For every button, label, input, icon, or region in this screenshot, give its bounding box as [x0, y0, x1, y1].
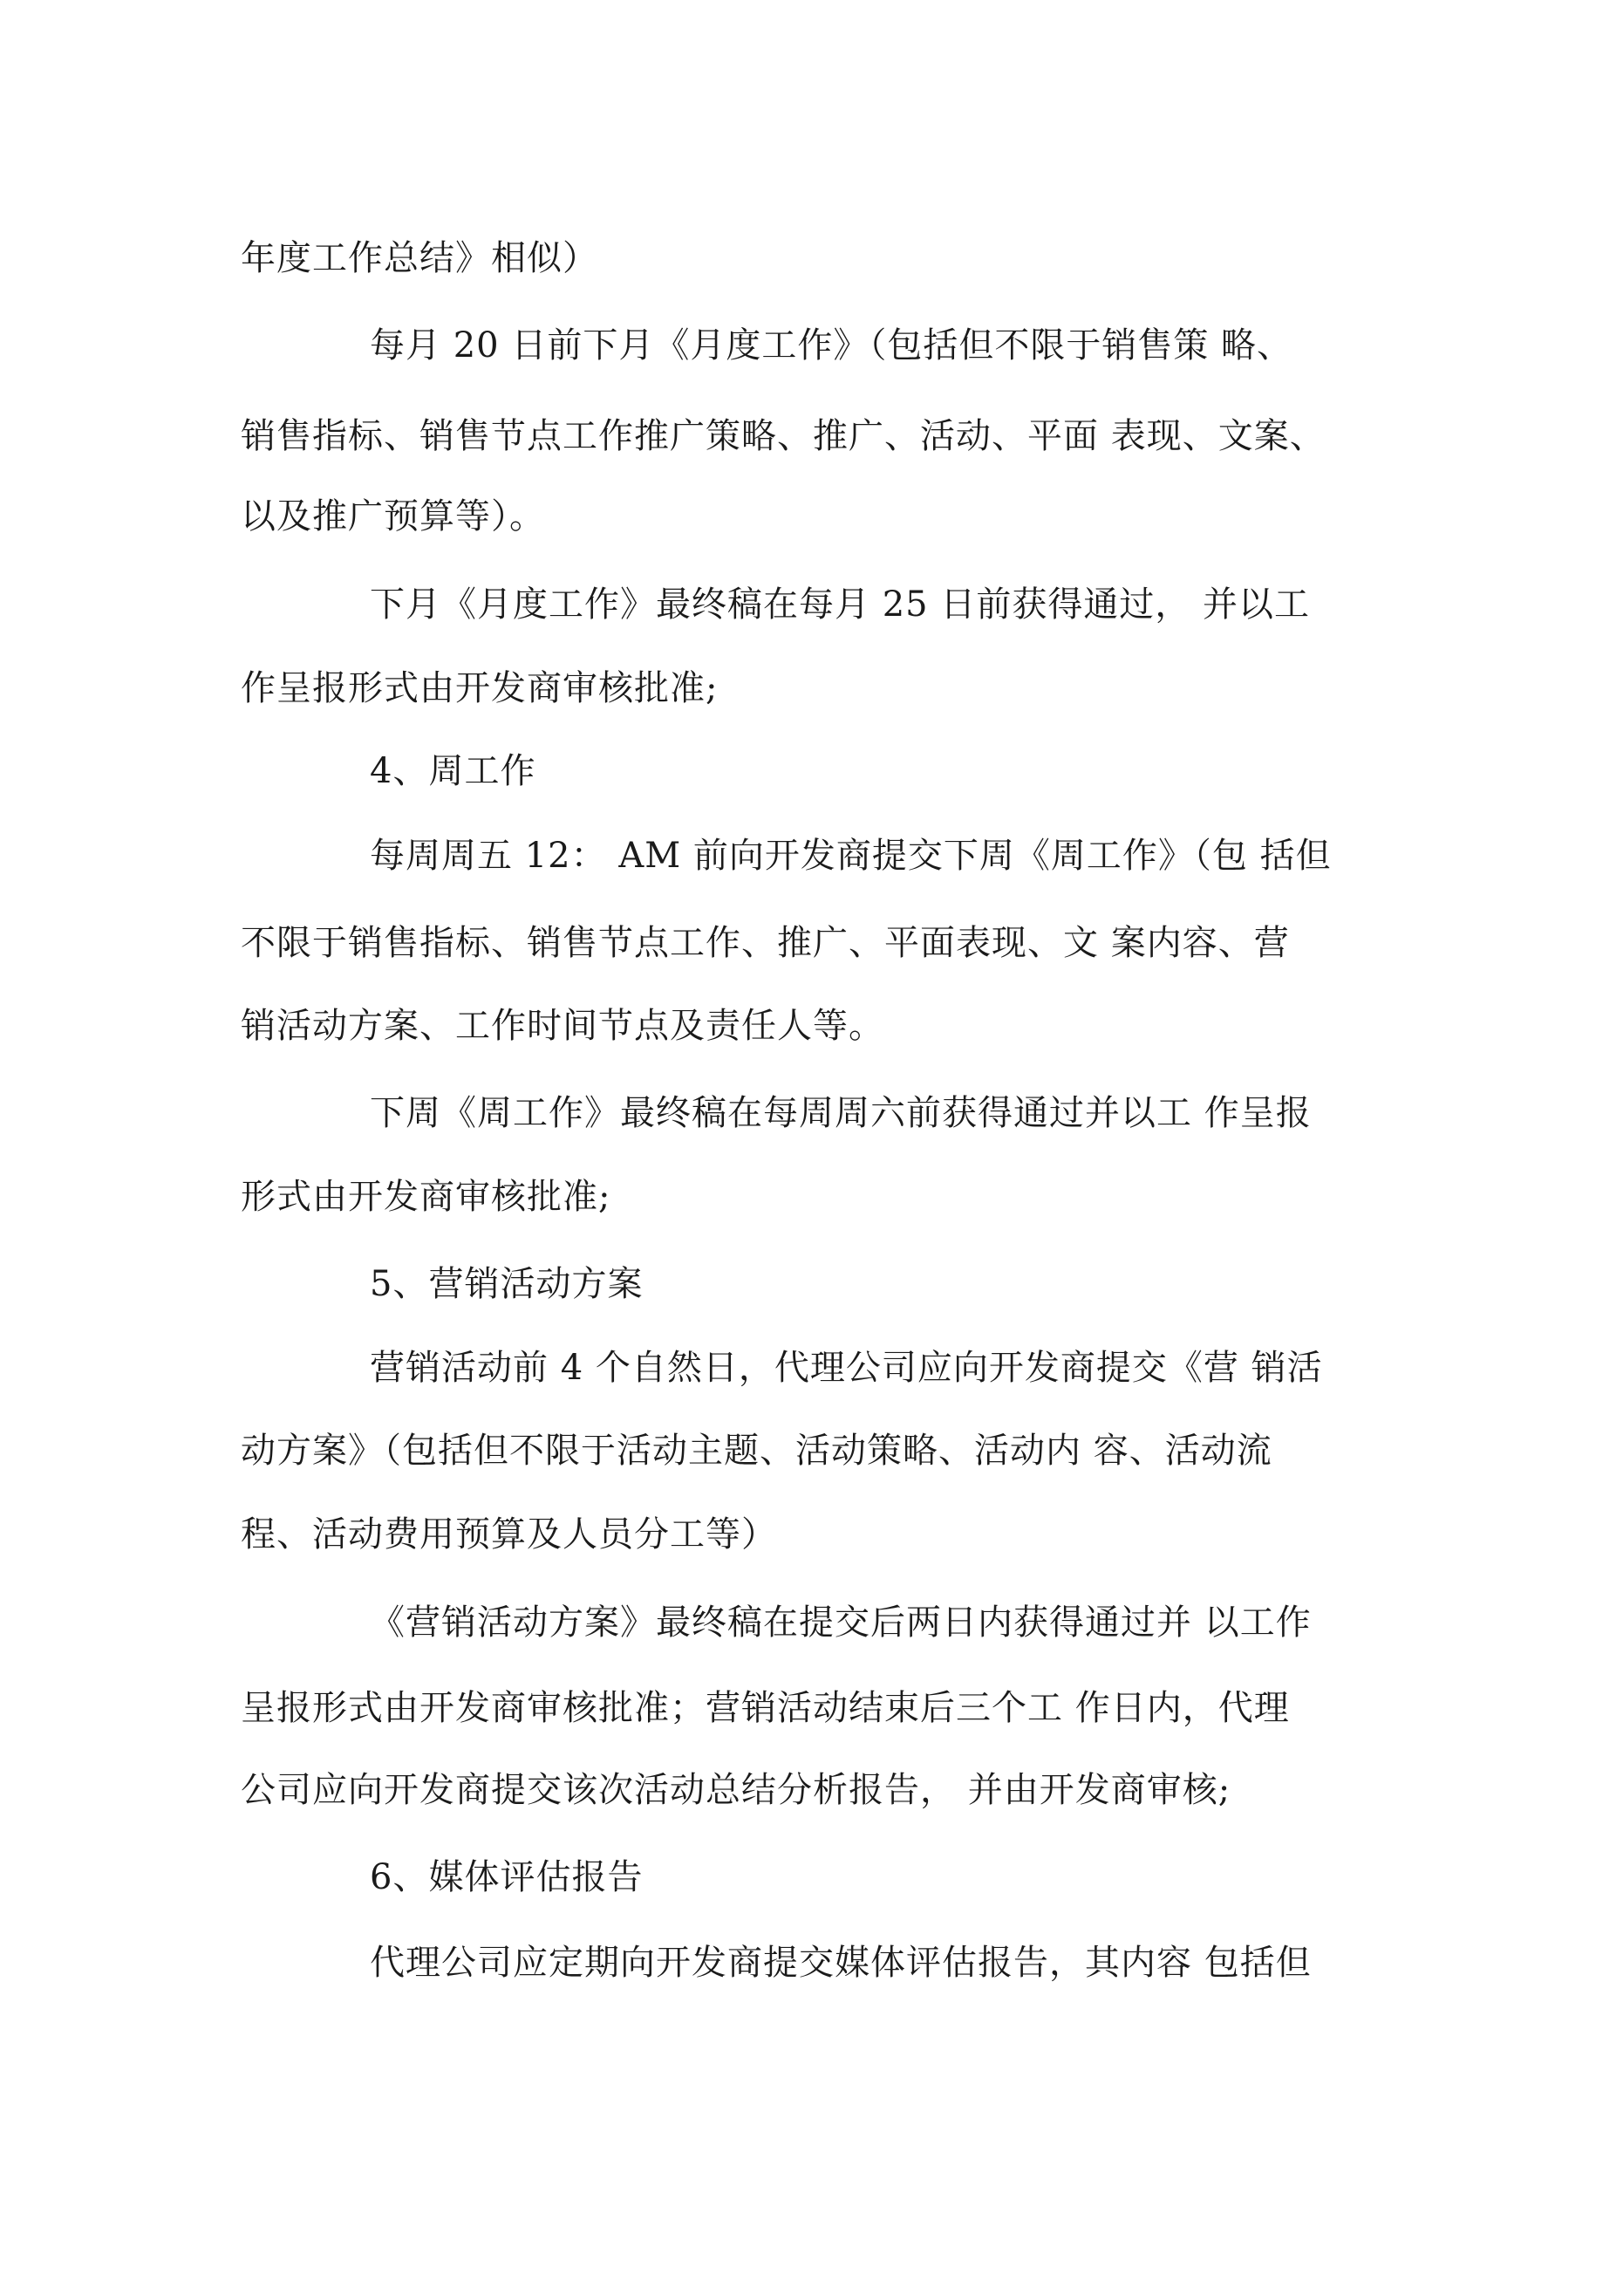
- text-line: 销活动方案、工作时间节点及责任人等。: [241, 1006, 884, 1046]
- text-line: 下周《周工作》最终稿在每周周六前获得通过并以工 作呈报: [370, 1093, 1312, 1133]
- text-line: 《营销活动方案》最终稿在提交后两日内获得通过并 以工作: [370, 1602, 1312, 1643]
- text-line: 营销活动前 4 个自然日，代理公司应向开发商提交《营 销活: [370, 1348, 1323, 1388]
- text-line: 不限于销售指标、销售节点工作、推广、平面表现、文 案内容、营: [241, 923, 1290, 963]
- section-heading: 4、周工作: [370, 751, 536, 791]
- text-line: 形式由开发商审核批准;: [241, 1177, 611, 1217]
- section-heading: 5、营销活动方案: [370, 1264, 644, 1304]
- text-line: 作呈报形式由开发商审核批准;: [241, 668, 719, 708]
- text-line: 销售指标、销售节点工作推广策略、推广、活动、平面 表现、文案、: [241, 416, 1326, 456]
- text-line: 每周周五 12： AM 前向开发商提交下周《周工作》（包 括但: [370, 836, 1332, 876]
- section-heading: 6、媒体评估报告: [370, 1857, 644, 1897]
- text-line: 以及推广预算等）。: [241, 496, 545, 536]
- text-line: 年度工作总结》相似）: [241, 238, 598, 278]
- text-line: 程、活动费用预算及人员分工等）: [241, 1514, 777, 1555]
- text-line: 呈报形式由开发商审核批准；营销活动结束后三个工 作日内，代理: [241, 1688, 1290, 1728]
- text-line: 下月《月度工作》最终稿在每月 25 日前获得通过， 并以工: [370, 584, 1311, 625]
- text-line: 代理公司应定期向开发商提交媒体评估报告，其内容 包括但: [370, 1943, 1312, 1983]
- text-line: 每月 20 日前下月《月度工作》（包括但不限于销售策 略、: [370, 325, 1293, 366]
- text-line: 公司应向开发商提交该次活动总结分析报告， 并由开发商审核;: [241, 1770, 1231, 1810]
- text-line: 动方案》（包括但不限于活动主题、活动策略、活动内 容、活动流: [241, 1431, 1272, 1471]
